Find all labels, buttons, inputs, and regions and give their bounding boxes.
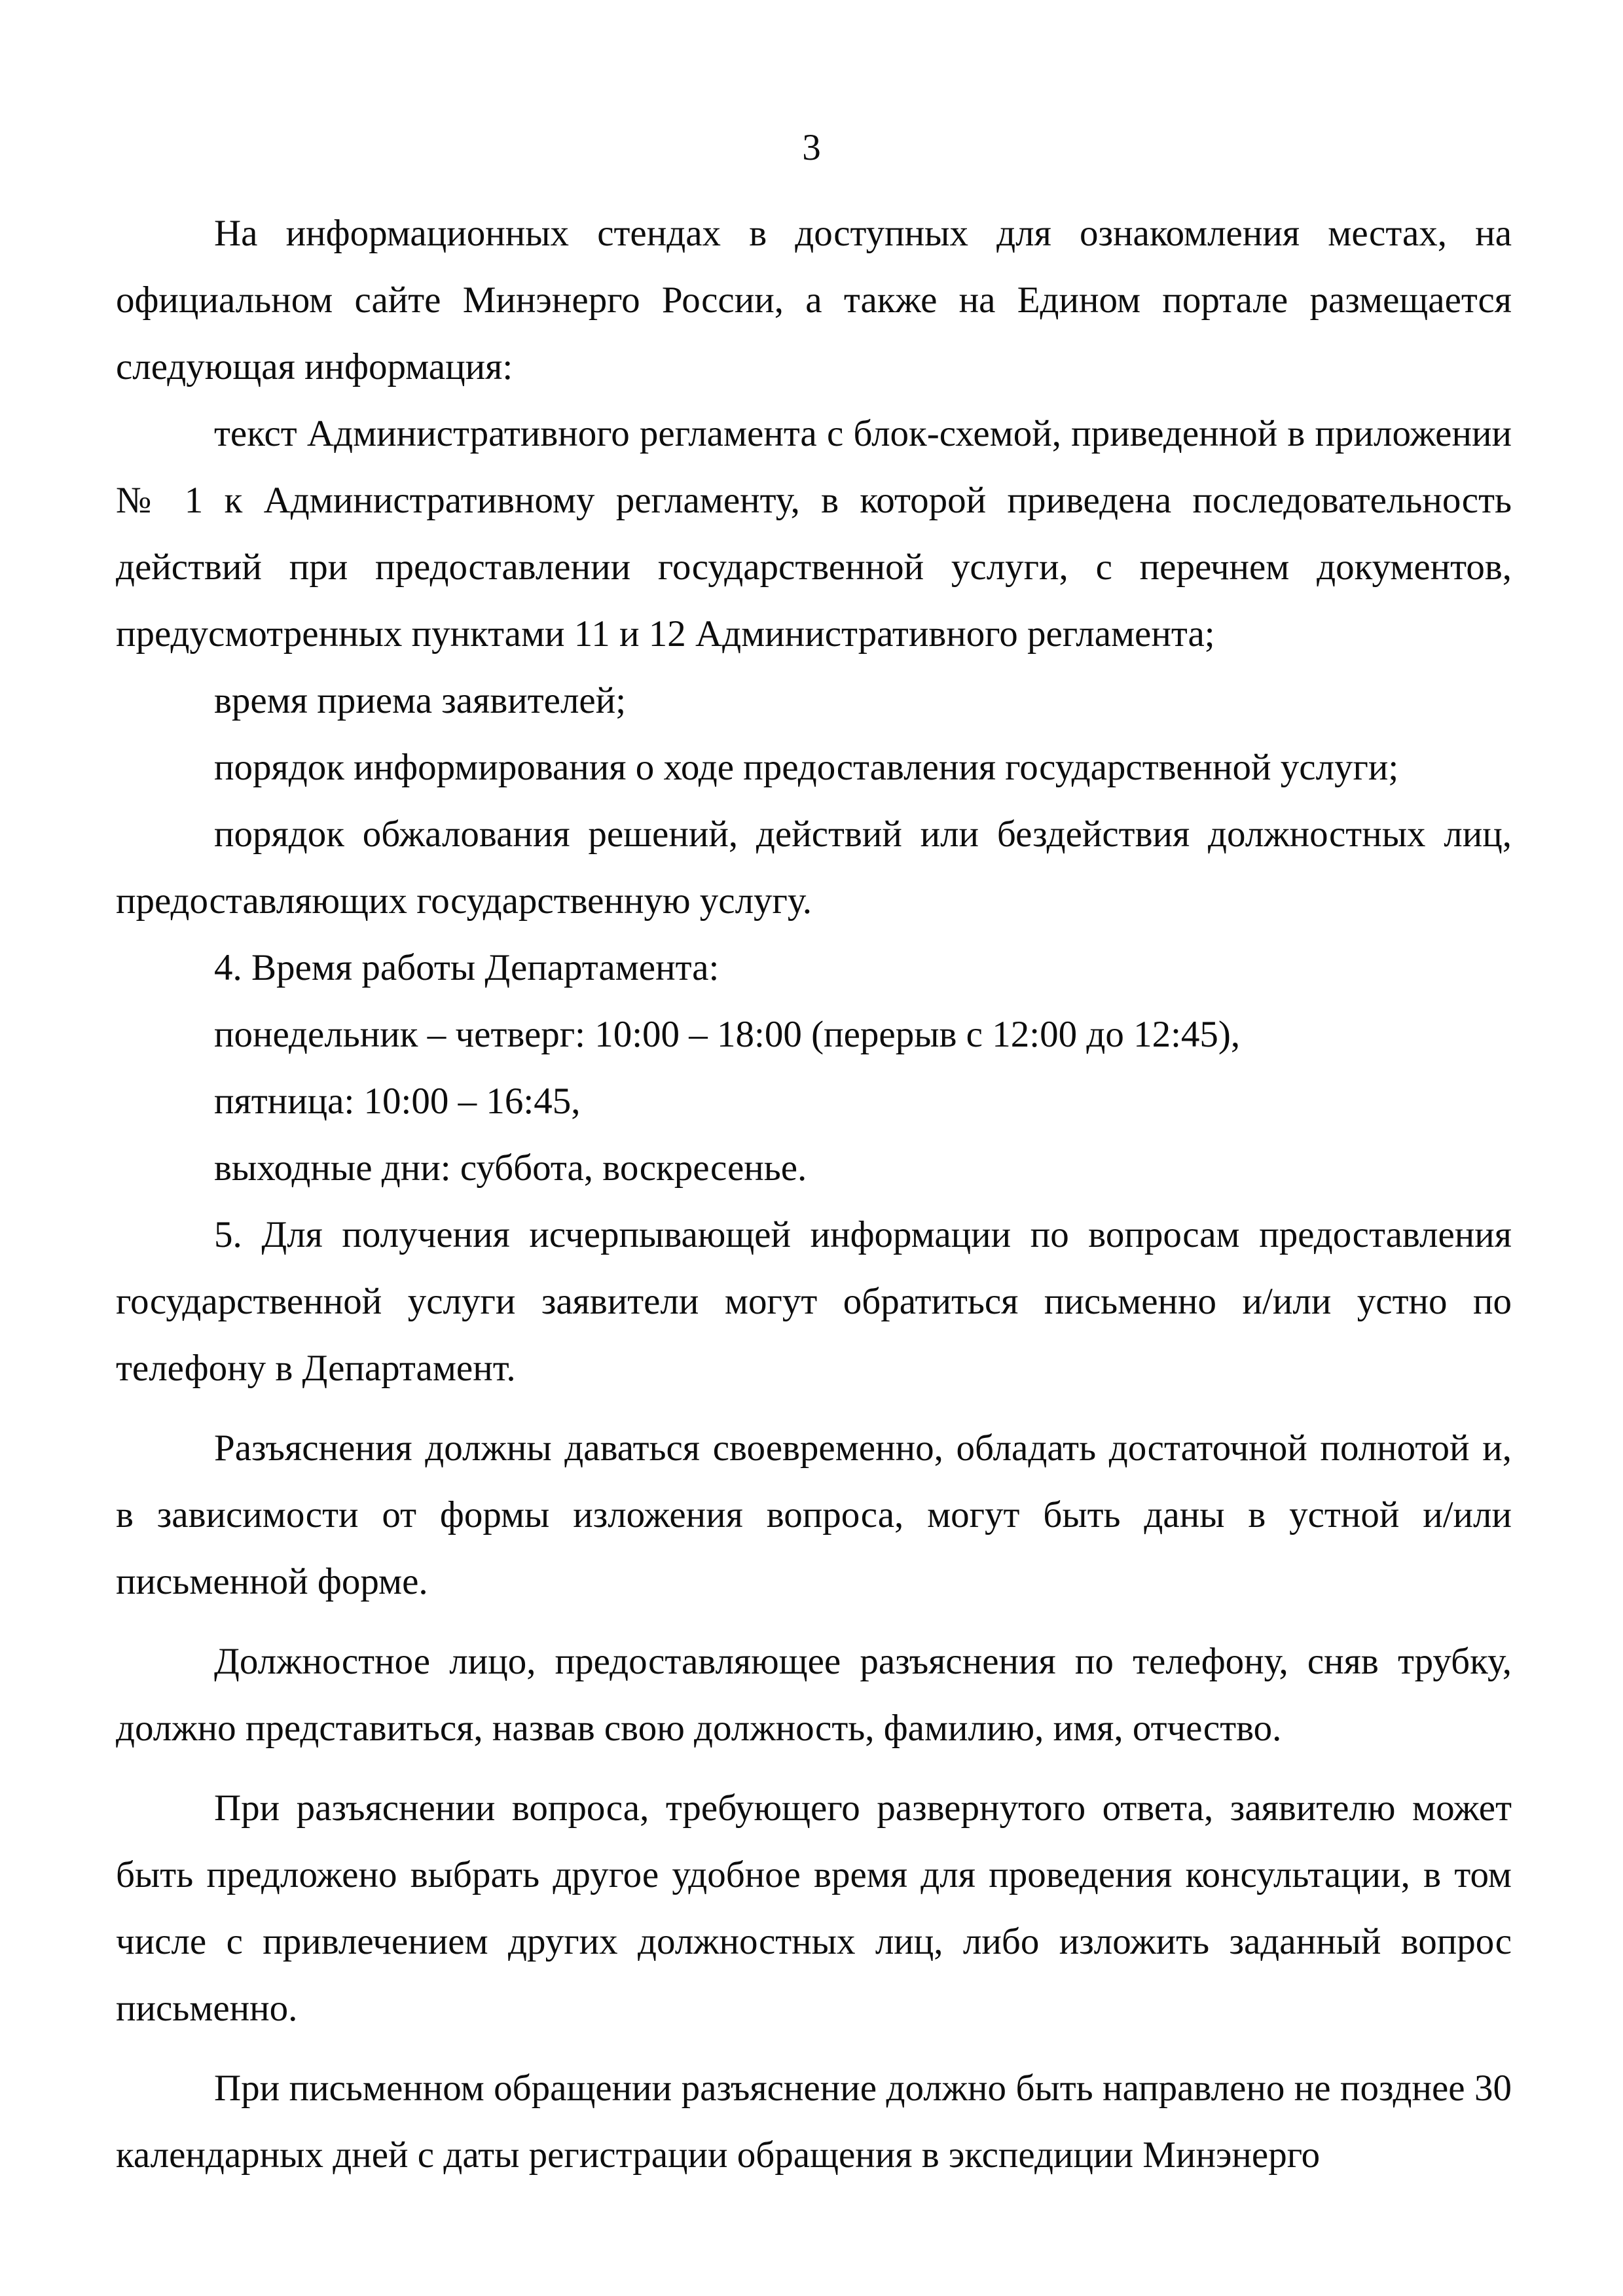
paragraph-reception-time: время приема заявителей; [214, 680, 627, 721]
paragraph-department-hours-heading: 4. Время работы Департамента: [214, 947, 720, 988]
paragraph-explanations: Разъяснения должны даваться своевременно, обладать достаточной полнотой и, в зависимости от формы изложения вопроса, могут быть даны в устной и/или письменной форме. [116, 1427, 1512, 1602]
paragraph-written-request: При письменном обращении разъяснение должно быть направлено не позднее 30 календарных дней с даты регистрации обращения в экспедиции Минэнерго [116, 2068, 1512, 2176]
paragraph-regulation-text: текст Административного регламента с блок-схемой, приведенной в приложении № 1 к Административному регламенту, в которой приведена последовательность действий при предоставлении государственной услуги, с перечнем документов, предусмотренных пунктами 11 и 12 Административного регламента; [116, 413, 1512, 655]
paragraph-hours-fri: пятница: 10:00 – 16:45, [214, 1081, 581, 1122]
paragraph-hours-mon-thu: понедельник – четверг: 10:00 – 18:00 (перерыв с 12:00 до 12:45), [214, 1014, 1241, 1055]
document-body [116, 200, 1512, 2189]
paragraph-official-phone: Должностное лицо, предоставляющее разъяснения по телефону, сняв трубку, должно представиться, назвав свою должность, фамилию, имя, отчество. [116, 1641, 1512, 1749]
page-number: 3 [802, 127, 821, 168]
paragraph-appeal-order: порядок обжалования решений, действий или бездействия должностных лиц, предоставляющих государственную услугу. [116, 814, 1512, 922]
paragraph-detailed-answer: При разъяснении вопроса, требующего развернутого ответа, заявителю может быть предложено выбрать другое удобное время для проведения консультации, в том числе с привлечением других должностных лиц, либо изложить заданный вопрос письменно. [116, 1787, 1512, 2029]
paragraph-info-stands: На информационных стендах в доступных для ознакомления местах, на официальном сайте Минэнерго России, а также на Едином портале размещается следующая информация: [116, 213, 1512, 387]
paragraph-informing-order: порядок информирования о ходе предоставления государственной услуги; [214, 747, 1399, 788]
paragraph-days-off: выходные дни: суббота, воскресенье. [214, 1147, 807, 1189]
paragraph-getting-information: 5. Для получения исчерпывающей информации по вопросам предоставления государственной услуги заявители могут обратиться письменно и/или устно по телефону в Департамент. [116, 1214, 1512, 1389]
